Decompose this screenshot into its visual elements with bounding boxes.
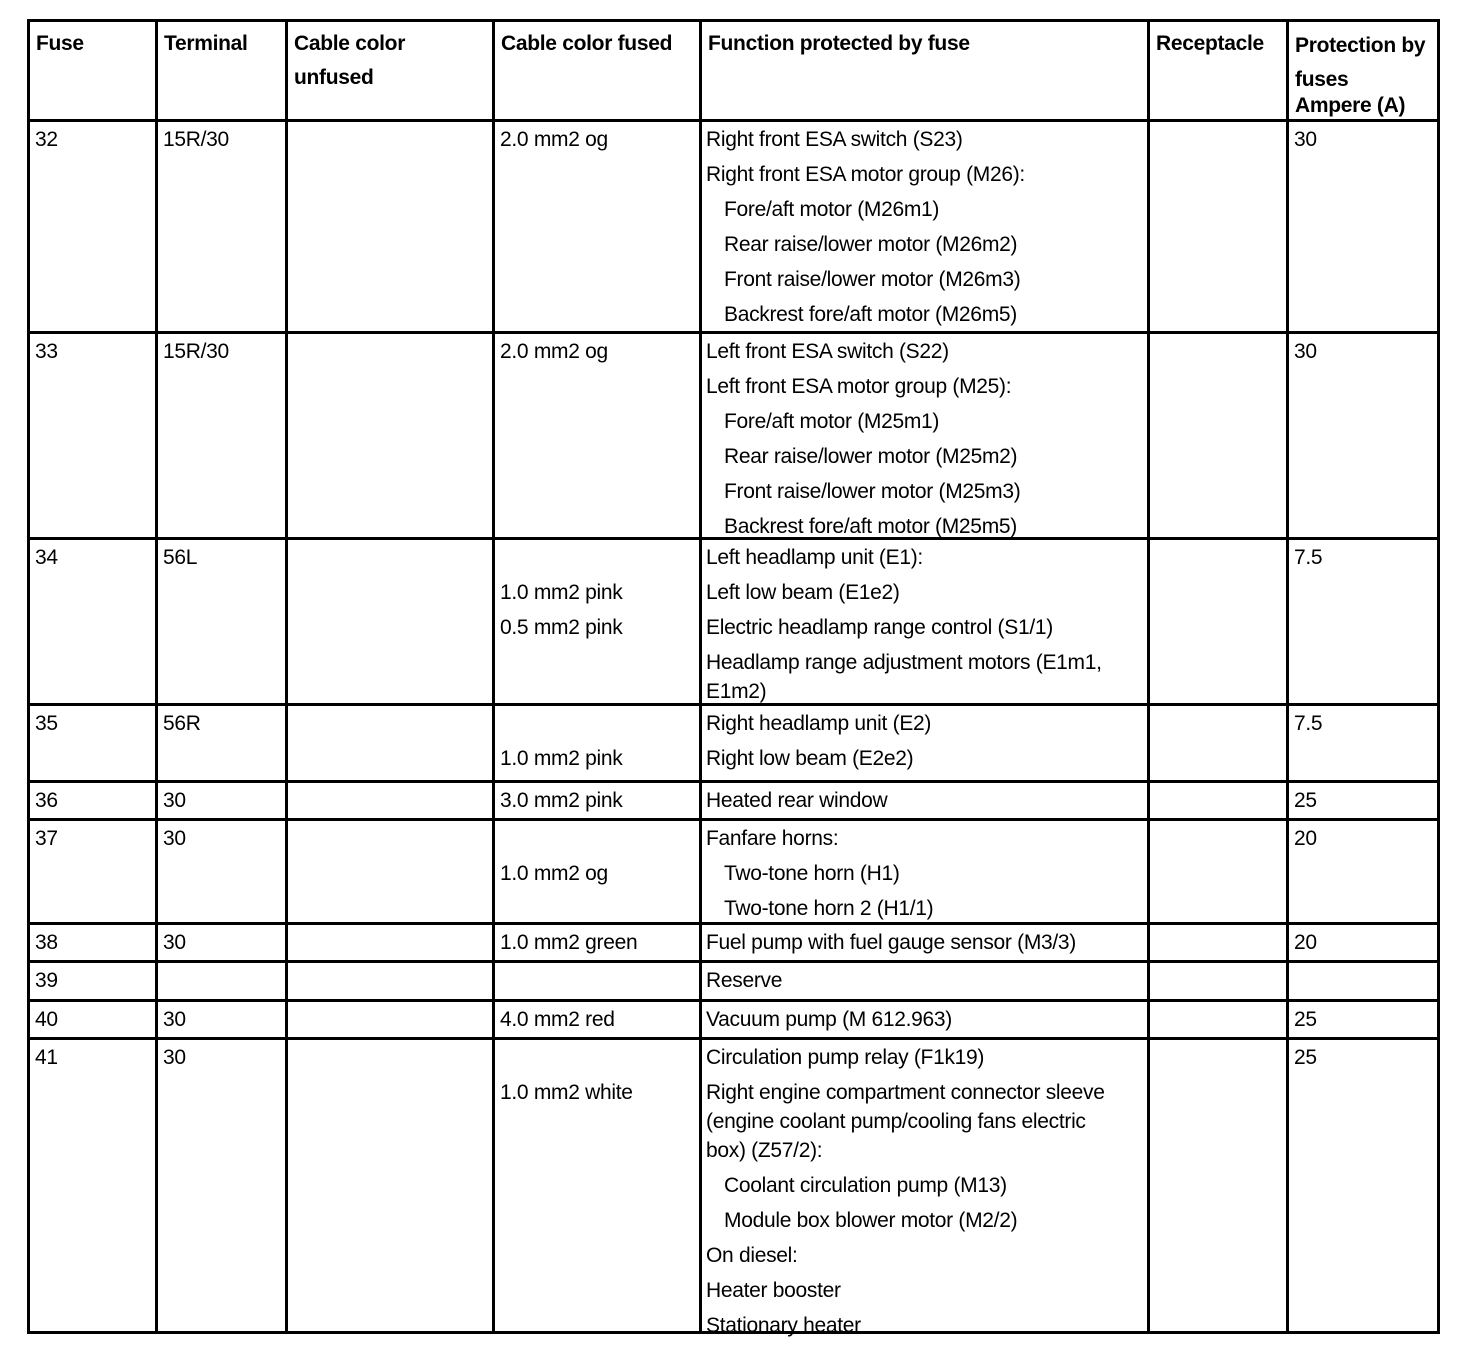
cable-fused-value: 4.0 mm2 red (500, 1008, 615, 1031)
function-line: Fuel pump with fuel gauge sensor (M3/3) (706, 931, 1076, 954)
fuse-number: 34 (35, 546, 58, 569)
row-border (27, 331, 1440, 334)
function-line: Left low beam (E1e2) (706, 581, 900, 604)
terminal-value: 30 (163, 1008, 186, 1031)
amperage-value: 25 (1294, 789, 1317, 812)
amperage-value: 30 (1294, 340, 1317, 363)
function-line: Module box blower motor (M2/2) (724, 1209, 1018, 1232)
function-line: Coolant circulation pump (M13) (724, 1174, 1007, 1197)
function-line: E1m2) (706, 680, 767, 703)
function-line: Rear raise/lower motor (M26m2) (724, 233, 1018, 256)
row-border (27, 818, 1440, 821)
fuse-number: 32 (35, 128, 58, 151)
fuse-number: 33 (35, 340, 58, 363)
terminal-value: 56R (163, 712, 201, 735)
header-fuse: Fuse (36, 32, 84, 55)
terminal-value: 30 (163, 931, 186, 954)
function-line: Two-tone horn (H1) (724, 862, 900, 885)
cable-fused-value: 1.0 mm2 og (500, 862, 608, 885)
terminal-value: 15R/30 (163, 128, 229, 151)
row-border (27, 1037, 1440, 1040)
function-line: Fore/aft motor (M26m1) (724, 198, 940, 221)
cable-fused-value: 1.0 mm2 white (500, 1081, 633, 1104)
function-line: Heated rear window (706, 789, 888, 812)
amperage-value: 30 (1294, 128, 1317, 151)
fuse-number: 40 (35, 1008, 58, 1031)
amperage-value: 7.5 (1294, 546, 1323, 569)
row-border (27, 703, 1440, 706)
cable-fused-value: 3.0 mm2 pink (500, 789, 623, 812)
function-line: Right front ESA switch (S23) (706, 128, 963, 151)
cable-fused-value: 1.0 mm2 green (500, 931, 638, 954)
function-line: Backrest fore/aft motor (M25m5) (724, 515, 1017, 538)
cable-fused-value: 1.0 mm2 pink (500, 747, 623, 770)
row-border (27, 780, 1440, 783)
fuse-number: 41 (35, 1046, 58, 1069)
fuse-number: 39 (35, 969, 58, 992)
function-line: box) (Z57/2): (706, 1139, 823, 1162)
row-border (27, 960, 1440, 963)
row-border (27, 119, 1440, 122)
header-protection: Protection by (1295, 34, 1426, 57)
column-border (285, 19, 288, 1334)
fuse-number: 35 (35, 712, 58, 735)
fuse-number: 38 (35, 931, 58, 954)
cable-fused-value: 2.0 mm2 og (500, 340, 608, 363)
cable-fused-value: 1.0 mm2 pink (500, 581, 623, 604)
column-border (155, 19, 158, 1334)
row-border (27, 999, 1440, 1002)
function-line: Electric headlamp range control (S1/1) (706, 616, 1053, 639)
column-border (27, 19, 30, 1334)
fuse-number: 36 (35, 789, 58, 812)
terminal-value: 56L (163, 546, 198, 569)
function-line: Circulation pump relay (F1k19) (706, 1046, 985, 1069)
function-line: Fore/aft motor (M25m1) (724, 410, 940, 433)
column-border (1286, 19, 1289, 1334)
amperage-value: 20 (1294, 827, 1317, 850)
header-protection: Ampere (A) (1295, 94, 1406, 117)
row-border (27, 19, 1440, 22)
function-line: Backrest fore/aft motor (M26m5) (724, 303, 1017, 326)
function-line: Right front ESA motor group (M26): (706, 163, 1025, 186)
amperage-value: 20 (1294, 931, 1317, 954)
column-border (492, 19, 495, 1334)
function-line: Front raise/lower motor (M26m3) (724, 268, 1021, 291)
column-border (1437, 19, 1440, 1334)
function-line: Right low beam (E2e2) (706, 747, 914, 770)
function-line: Two-tone horn 2 (H1/1) (724, 897, 934, 920)
terminal-value: 15R/30 (163, 340, 229, 363)
function-line: Left headlamp unit (E1): (706, 546, 923, 569)
fuse-table (27, 19, 1440, 1337)
header-cable-fused: Cable color fused (501, 32, 673, 55)
function-line: Reserve (706, 969, 783, 992)
function-line: Rear raise/lower motor (M25m2) (724, 445, 1018, 468)
row-border (27, 922, 1440, 925)
function-line: (engine coolant pump/cooling fans electric (706, 1110, 1086, 1133)
header-protection: fuses (1295, 68, 1349, 91)
amperage-value: 7.5 (1294, 712, 1323, 735)
function-line: Front raise/lower motor (M25m3) (724, 480, 1021, 503)
function-line: Right headlamp unit (E2) (706, 712, 932, 735)
function-line: Left front ESA switch (S22) (706, 340, 949, 363)
function-line: Stationary heater (706, 1314, 861, 1337)
terminal-value: 30 (163, 789, 186, 812)
column-border (699, 19, 702, 1334)
cable-fused-value: 2.0 mm2 og (500, 128, 608, 151)
function-line: Left front ESA motor group (M25): (706, 375, 1012, 398)
cable-fused-value: 0.5 mm2 pink (500, 616, 623, 639)
terminal-value: 30 (163, 1046, 186, 1069)
terminal-value: 30 (163, 827, 186, 850)
function-line: Right engine compartment connector sleeve (706, 1081, 1105, 1104)
header-function: Function protected by fuse (708, 32, 970, 55)
column-border (1147, 19, 1150, 1334)
header-terminal: Terminal (164, 32, 248, 55)
header-receptacle: Receptacle (1156, 32, 1264, 55)
amperage-value: 25 (1294, 1046, 1317, 1069)
function-line: Vacuum pump (M 612.963) (706, 1008, 953, 1031)
function-line: Fanfare horns: (706, 827, 839, 850)
header-cable-unfused: unfused (294, 66, 374, 89)
fuse-number: 37 (35, 827, 58, 850)
function-line: Heater booster (706, 1279, 841, 1302)
header-cable-unfused: Cable color (294, 32, 406, 55)
function-line: On diesel: (706, 1244, 798, 1267)
amperage-value: 25 (1294, 1008, 1317, 1031)
function-line: Headlamp range adjustment motors (E1m1, (706, 651, 1102, 674)
